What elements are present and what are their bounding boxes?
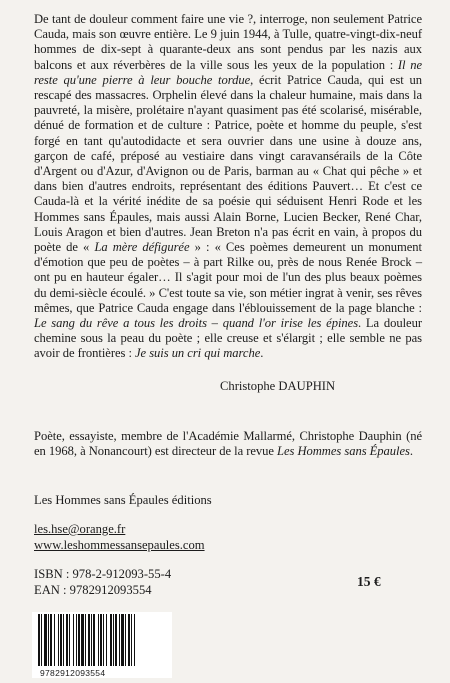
bio-text: Poète, essayiste, membre de l'Académie Mallarmé, Christophe Dauphin (né en 1968, à Nonancourt) est directeur de la revue [34, 429, 422, 459]
bio-end: . [409, 444, 413, 459]
isbn-block [34, 567, 171, 598]
email-link[interactable]: les.hse@orange.fr [34, 522, 126, 536]
text-segment-2: , écrit Patrice Cauda, qui est un rescapé des massacres. Orphelin élevé dans la chaleur humaine, mais dans la pauvreté, la misère, prolétaire n'ayant quasiment pas été scolarisé, misérable, dénué de formation et de culture : Patrice, poète et homme du peuple, s'est forgé en tant qu'autodidacte et sera ouvrier dans une usine à douze ans, garçon de café, préposé au vestiaire dans vingt caravansérails de la Côte d'Argent ou d'Azur, d'Avignon ou de Paris, barman au « Chat qui pêche » et dans bien d'autres endroits, représentant des éditions Pauvert… Et c'est ce Cauda-là et la vérité inédite de sa poésie qui séduisent Henri Rode et les Hommes sans Épaules, mais aussi Alain Borne, Lucien Becker, René Char, Louis Aragon et bien d'autres. Jean Breton n'a pas écrit en vain, à propos du poète de « [34, 72, 422, 255]
main-paragraph [34, 12, 422, 362]
barcode-bars [36, 614, 168, 668]
ean-text: EAN : 9782912093554 [34, 582, 152, 597]
bio-paragraph [34, 429, 422, 459]
author-bio [34, 429, 422, 459]
revue-title: Les Hommes sans Épaules [277, 444, 410, 459]
barcode [32, 612, 172, 678]
website-link[interactable]: www.leshommessansepaules.com [34, 537, 205, 552]
contacts-block [34, 522, 205, 553]
barcode-number: 9782912093554 [40, 668, 106, 678]
quote-pierre: Il ne reste qu'une pierre à leur bouche tordue [34, 57, 422, 87]
quote-sang-du-reve: Le sang du rêve a tous les droits – quand l'or irise les épines [34, 316, 359, 331]
text-segment-5: . [260, 346, 264, 361]
signature: Christophe DAUPHIN [220, 379, 336, 393]
isbn-text: ISBN : 978-2-912093-55-4 [34, 567, 172, 581]
text-segment-4: . La douleur chemine sous la peau du poète ; elle creuse et s'élargit ; elle semble ne pas avoir de frontières : [34, 316, 422, 361]
title-mere-defiguree: La mère défigurée [94, 240, 190, 255]
text-segment-3: » : « Ces poèmes demeurent un monument d'émotion que peu de poètes – à part Rilke ou, près de nous Renée Brock – ont pu en hauteur égaler… Il s'agit pour moi de l'un des plus beaux poèmes du demi-siècle écoulé. » C'est toute sa vie, son métier ingrat à venir, ses rêves mêmes, que Patrice Cauda engage dans l'éblouissement de la page blanche : [34, 240, 422, 315]
quote-cri-qui-marche: Je suis un cri qui marche [135, 346, 261, 361]
text-segment-1: De tant de douleur comment faire une vie ?, interroge, non seulement Patrice Cauda, mais son œuvre entière. Le 9 juin 1944, à Tulle, quatre-vingt-dix-neuf hommes de dix-sept à quarante-deux ans sont pendus par les nazis aux balcons et aux réverbères de la ville sous les yeux de la population : [34, 12, 422, 72]
main-text-block [34, 12, 422, 362]
price: 15 € [357, 574, 381, 589]
publisher-name: Les Hommes sans Épaules éditions [34, 493, 212, 507]
